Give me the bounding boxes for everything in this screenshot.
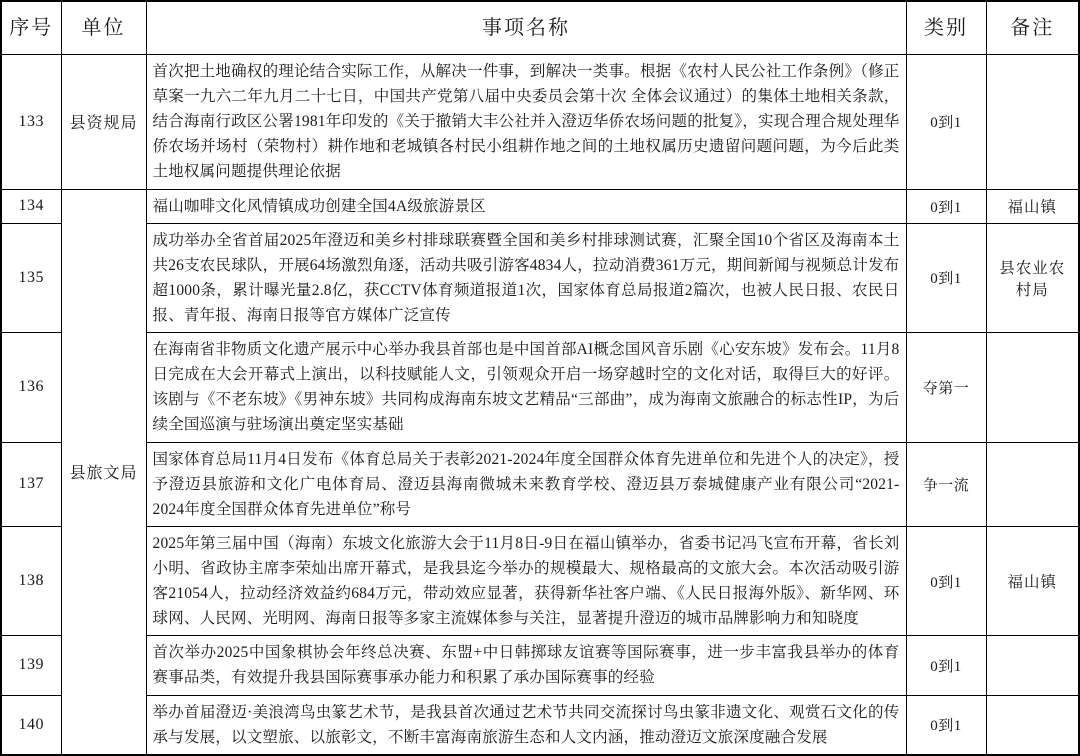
table-body	[1, 55, 1079, 755]
cell-item: 成功举办全省首届2025年澄迈和美乡村排球联赛暨全国和美乡村排球测试赛，汇聚全国10个省区及海南本土共26支农民球队，开展64场激烈角逐，活动共吸引游客4834人，拉动消费361万元，期间新闻与视频总计发布超1000条，累计曝光量2.8亿，获CCTV体育频道报道1次，国家体育总局报道2篇次，也被人民日报、农民日报、青年报、海南日报等官方媒体广泛宣传	[146, 223, 906, 332]
table-row	[1, 55, 1079, 190]
table-header-row	[1, 1, 1079, 55]
cell-note	[986, 695, 1079, 755]
cell-item: 首次把土地确权的理论结合实际工作，从解决一件事，到解决一类事。根据《农村人民公社工作条例》（修正草案一九六二年九月二十七日，中国共产党第八届中央委员会第十次 全体会议通过）的集体土地相关条款，结合海南行政区公署1981年印发的《关于撤销大丰公社并入澄迈华侨农场问题的批复》，实现合理合规处理华侨农场并场村（荣物村）耕作地和老城镇各村民小组耕作地之间的土地权属历史遗留问题问题，为今后此类土地权属问题提供理论依据	[146, 55, 906, 190]
table-row	[1, 223, 1079, 332]
column-header-seq: 序号	[1, 1, 61, 55]
cell-unit-merged: 县旅文局	[61, 189, 146, 755]
cell-category: 0到1	[906, 695, 986, 755]
cell-category: 0到1	[906, 526, 986, 635]
cell-category: 争一流	[906, 442, 986, 526]
cell-seq: 136	[1, 333, 61, 442]
column-header-item: 事项名称	[146, 1, 906, 55]
table-header	[1, 1, 1079, 55]
column-header-note: 备注	[986, 1, 1079, 55]
cell-category: 夺第一	[906, 333, 986, 442]
cell-item: 国家体育总局11月4日发布《体育总局关于表彰2021-2024年度全国群众体育先进单位和先进个人的决定》，授予澄迈县旅游和文化广电体育局、澄迈县海南微城未来教育学校、澄迈县万泰城健康产业有限公司“2021-2024年度全国群众体育先进单位”称号	[146, 442, 906, 526]
cell-category: 0到1	[906, 636, 986, 695]
cell-category: 0到1	[906, 55, 986, 190]
column-header-cat: 类别	[906, 1, 986, 55]
table-row	[1, 526, 1079, 635]
cell-unit: 县资规局	[61, 55, 146, 190]
table-row	[1, 636, 1079, 695]
cell-item: 举办首届澄迈·美浪湾鸟虫篆艺术节，是我县首次通过艺术节共同交流探讨鸟虫篆非遗文化、观赏石文化的传承与发展，以文塑旅、以旅彰文，不断丰富海南旅游生态和人文内涵，推动澄迈文旅深度融合发展	[146, 695, 906, 755]
cell-seq: 135	[1, 223, 61, 332]
cell-item: 在海南省非物质文化遗产展示中心举办我县首部也是中国首部AI概念国风音乐剧《心安东坡》发布会。11月8日完成在大会开幕式上演出，以科技赋能人文，引领观众开启一场穿越时空的文化对话，取得巨大的好评。该剧与《不老东坡》《男神东坡》共同构成海南东坡文艺精品“三部曲”，成为海南文旅融合的标志性IP，为后续全国巡演与驻场演出奠定坚实基础	[146, 333, 906, 442]
cell-note: 县农业农村局	[986, 223, 1079, 332]
cell-seq: 134	[1, 189, 61, 223]
cell-note	[986, 55, 1079, 190]
cell-note	[986, 333, 1079, 442]
cell-note	[986, 442, 1079, 526]
cell-seq: 137	[1, 442, 61, 526]
cell-category: 0到1	[906, 223, 986, 332]
cell-item: 福山咖啡文化风情镇成功创建全国4A级旅游景区	[146, 189, 906, 223]
cell-note: 福山镇	[986, 526, 1079, 635]
cell-item: 首次举办2025中国象棋协会年终总决赛、东盟+中日韩掷球友谊赛等国际赛事，进一步丰富我县举办的体育赛事品类，有效提升我县国际赛事承办能力和积累了承办国际赛事的经验	[146, 636, 906, 695]
table-row	[1, 695, 1079, 755]
table-row	[1, 189, 1079, 223]
cell-note: 福山镇	[986, 189, 1079, 223]
cell-note	[986, 636, 1079, 695]
cell-seq: 140	[1, 695, 61, 755]
table-row	[1, 442, 1079, 526]
table-row	[1, 333, 1079, 442]
cell-seq: 133	[1, 55, 61, 190]
cell-seq: 139	[1, 636, 61, 695]
cell-category: 0到1	[906, 189, 986, 223]
cell-item: 2025年第三届中国（海南）东坡文化旅游大会于11月8日-9日在福山镇举办，省委书记冯飞宣布开幕，省长刘小明、省政协主席李荣灿出席开幕式，是我县迄今举办的规模最大、规格最高的文旅大会。本次活动吸引游客21054人，拉动经济效益约684万元，带动效应显著，获得新华社客户端、《人民日报海外版》、新华网、环球网、人民网、光明网、海南日报等多家主流媒体参与关注，显著提升澄迈的城市品牌影响力和知晓度	[146, 526, 906, 635]
column-header-unit: 单位	[61, 1, 146, 55]
cell-seq: 138	[1, 526, 61, 635]
